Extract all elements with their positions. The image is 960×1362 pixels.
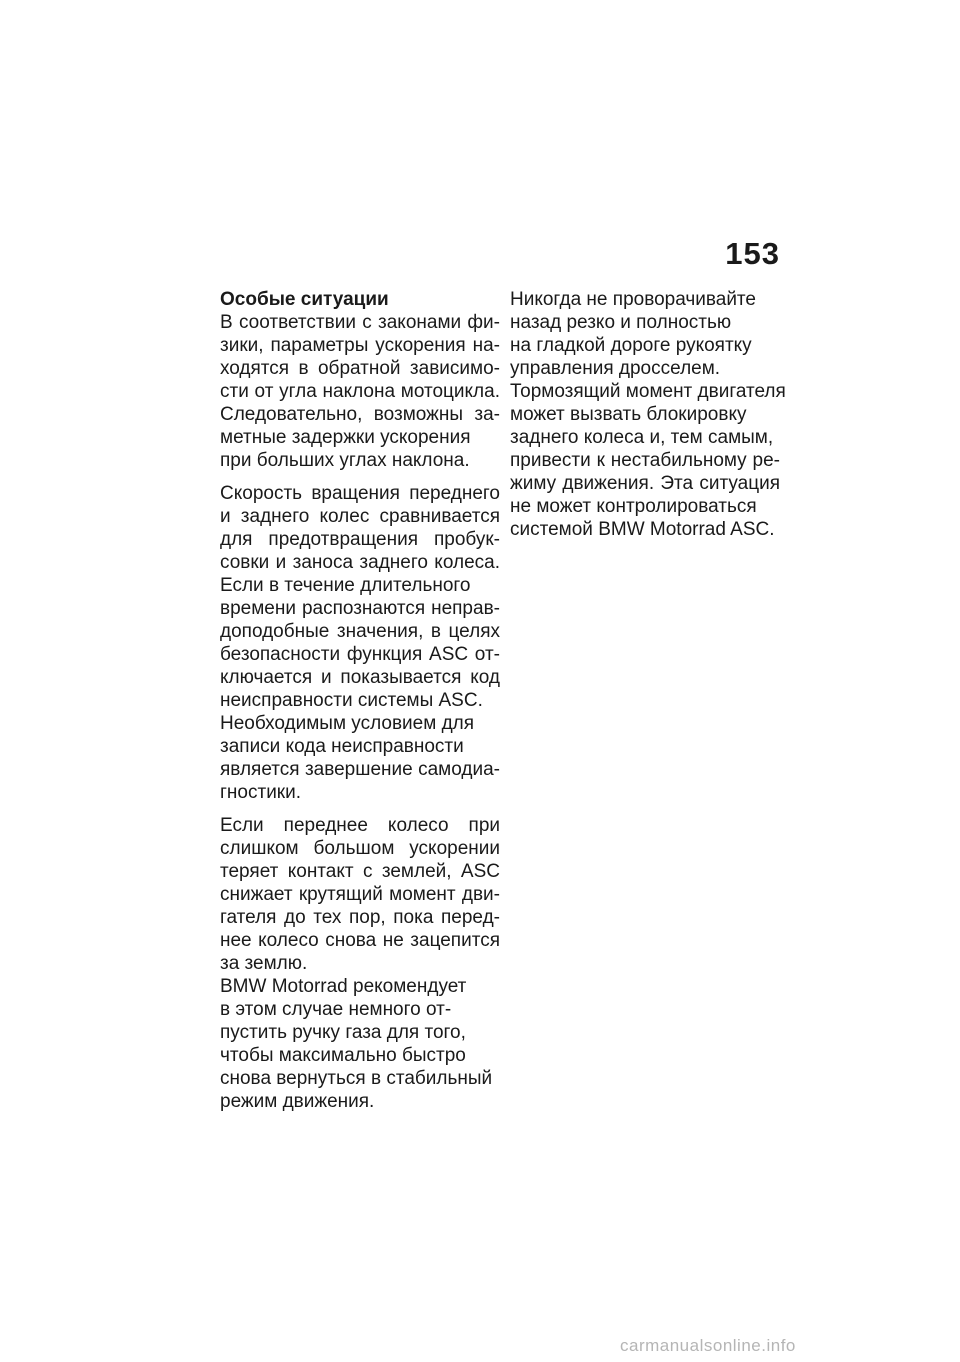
text-line: чтобы максимально быстро [220,1045,466,1066]
text-line: BMW Motorrad рекомендует [220,976,467,997]
text-line: на гладкой дороге рукоятку [510,335,752,356]
text-line: времени распознаются неправ- [220,598,500,619]
text-line: не может контролироваться [510,496,757,517]
text-line: снижает крутящий момент дви- [220,884,500,905]
text-line: Необходимым условием для [220,713,475,734]
text-line: ключается и показывается код [220,667,500,688]
paragraph-wheel-speed [220,482,500,804]
text-line: сти от угла наклона мотоцикла. [220,381,500,402]
text-line: Тормозящий момент двигателя [510,381,786,402]
text-line: снова вернуться в стабильный [220,1068,493,1089]
text-line: пустить ручку газа для того, [220,1022,466,1043]
text-line: за землю. [220,953,308,974]
text-line: Если в течение длительного [220,575,471,596]
text-line: в этом случае немного от- [220,999,452,1020]
right-column [510,288,786,541]
text-line: доподобные значения, в целях [220,621,500,642]
text-line: является завершение самодиа- [220,759,500,780]
left-column [220,288,500,1113]
text-line: слишком большом ускорении [220,838,500,859]
watermark: carmanualsonline.info [620,1336,796,1355]
section-heading: Особые ситуации [220,289,389,310]
paragraph-front-wheel-lift [220,814,500,1113]
text-line: метные задержки ускорения [220,427,471,448]
text-line: записи кода неисправности [220,736,464,757]
text-line: гателя до тех пор, пока перед- [220,907,500,928]
text-line: системой BMW Motorrad ASC. [510,519,775,540]
text-line: зики, параметры ускорения на- [220,335,500,356]
text-line: режим движения. [220,1091,375,1112]
paragraph-throttle-warning [510,288,786,541]
text-line: безопасности функция ASC от- [220,644,500,665]
text-line: жиму движения. Эта ситуация [510,473,780,494]
text-line: для предотвращения пробук- [220,529,500,550]
text-line: заднего колеса и, тем самым, [510,427,774,448]
text-line: назад резко и полностью [510,312,732,333]
text-line: может вызвать блокировку [510,404,747,425]
text-line: нее колесо снова не зацепится [220,930,500,951]
page-number: 153 [725,236,780,271]
text-line: гностики. [220,782,302,803]
text-line: Следовательно, возможны за- [220,404,500,425]
text-line: Если переднее колесо при [220,815,500,836]
text-line: теряет контакт с землей, ASC [220,861,500,882]
text-line: совки и заноса заднего колеса. [220,552,500,573]
text-line: Скорость вращения переднего [220,483,500,504]
text-line: В соответствии с законами фи- [220,312,500,333]
text-line: неисправности системы ASC. [220,690,483,711]
text-line: при больших углах наклона. [220,450,470,471]
text-line: ходятся в обратной зависимо- [220,358,500,379]
text-line: управления дросселем. [510,358,721,379]
text-line: привести к нестабильному ре- [510,450,780,471]
text-line: и заднего колес сравнивается [220,506,500,527]
section-special-situations [220,288,500,472]
text-line: Никогда не проворачивайте [510,289,756,310]
